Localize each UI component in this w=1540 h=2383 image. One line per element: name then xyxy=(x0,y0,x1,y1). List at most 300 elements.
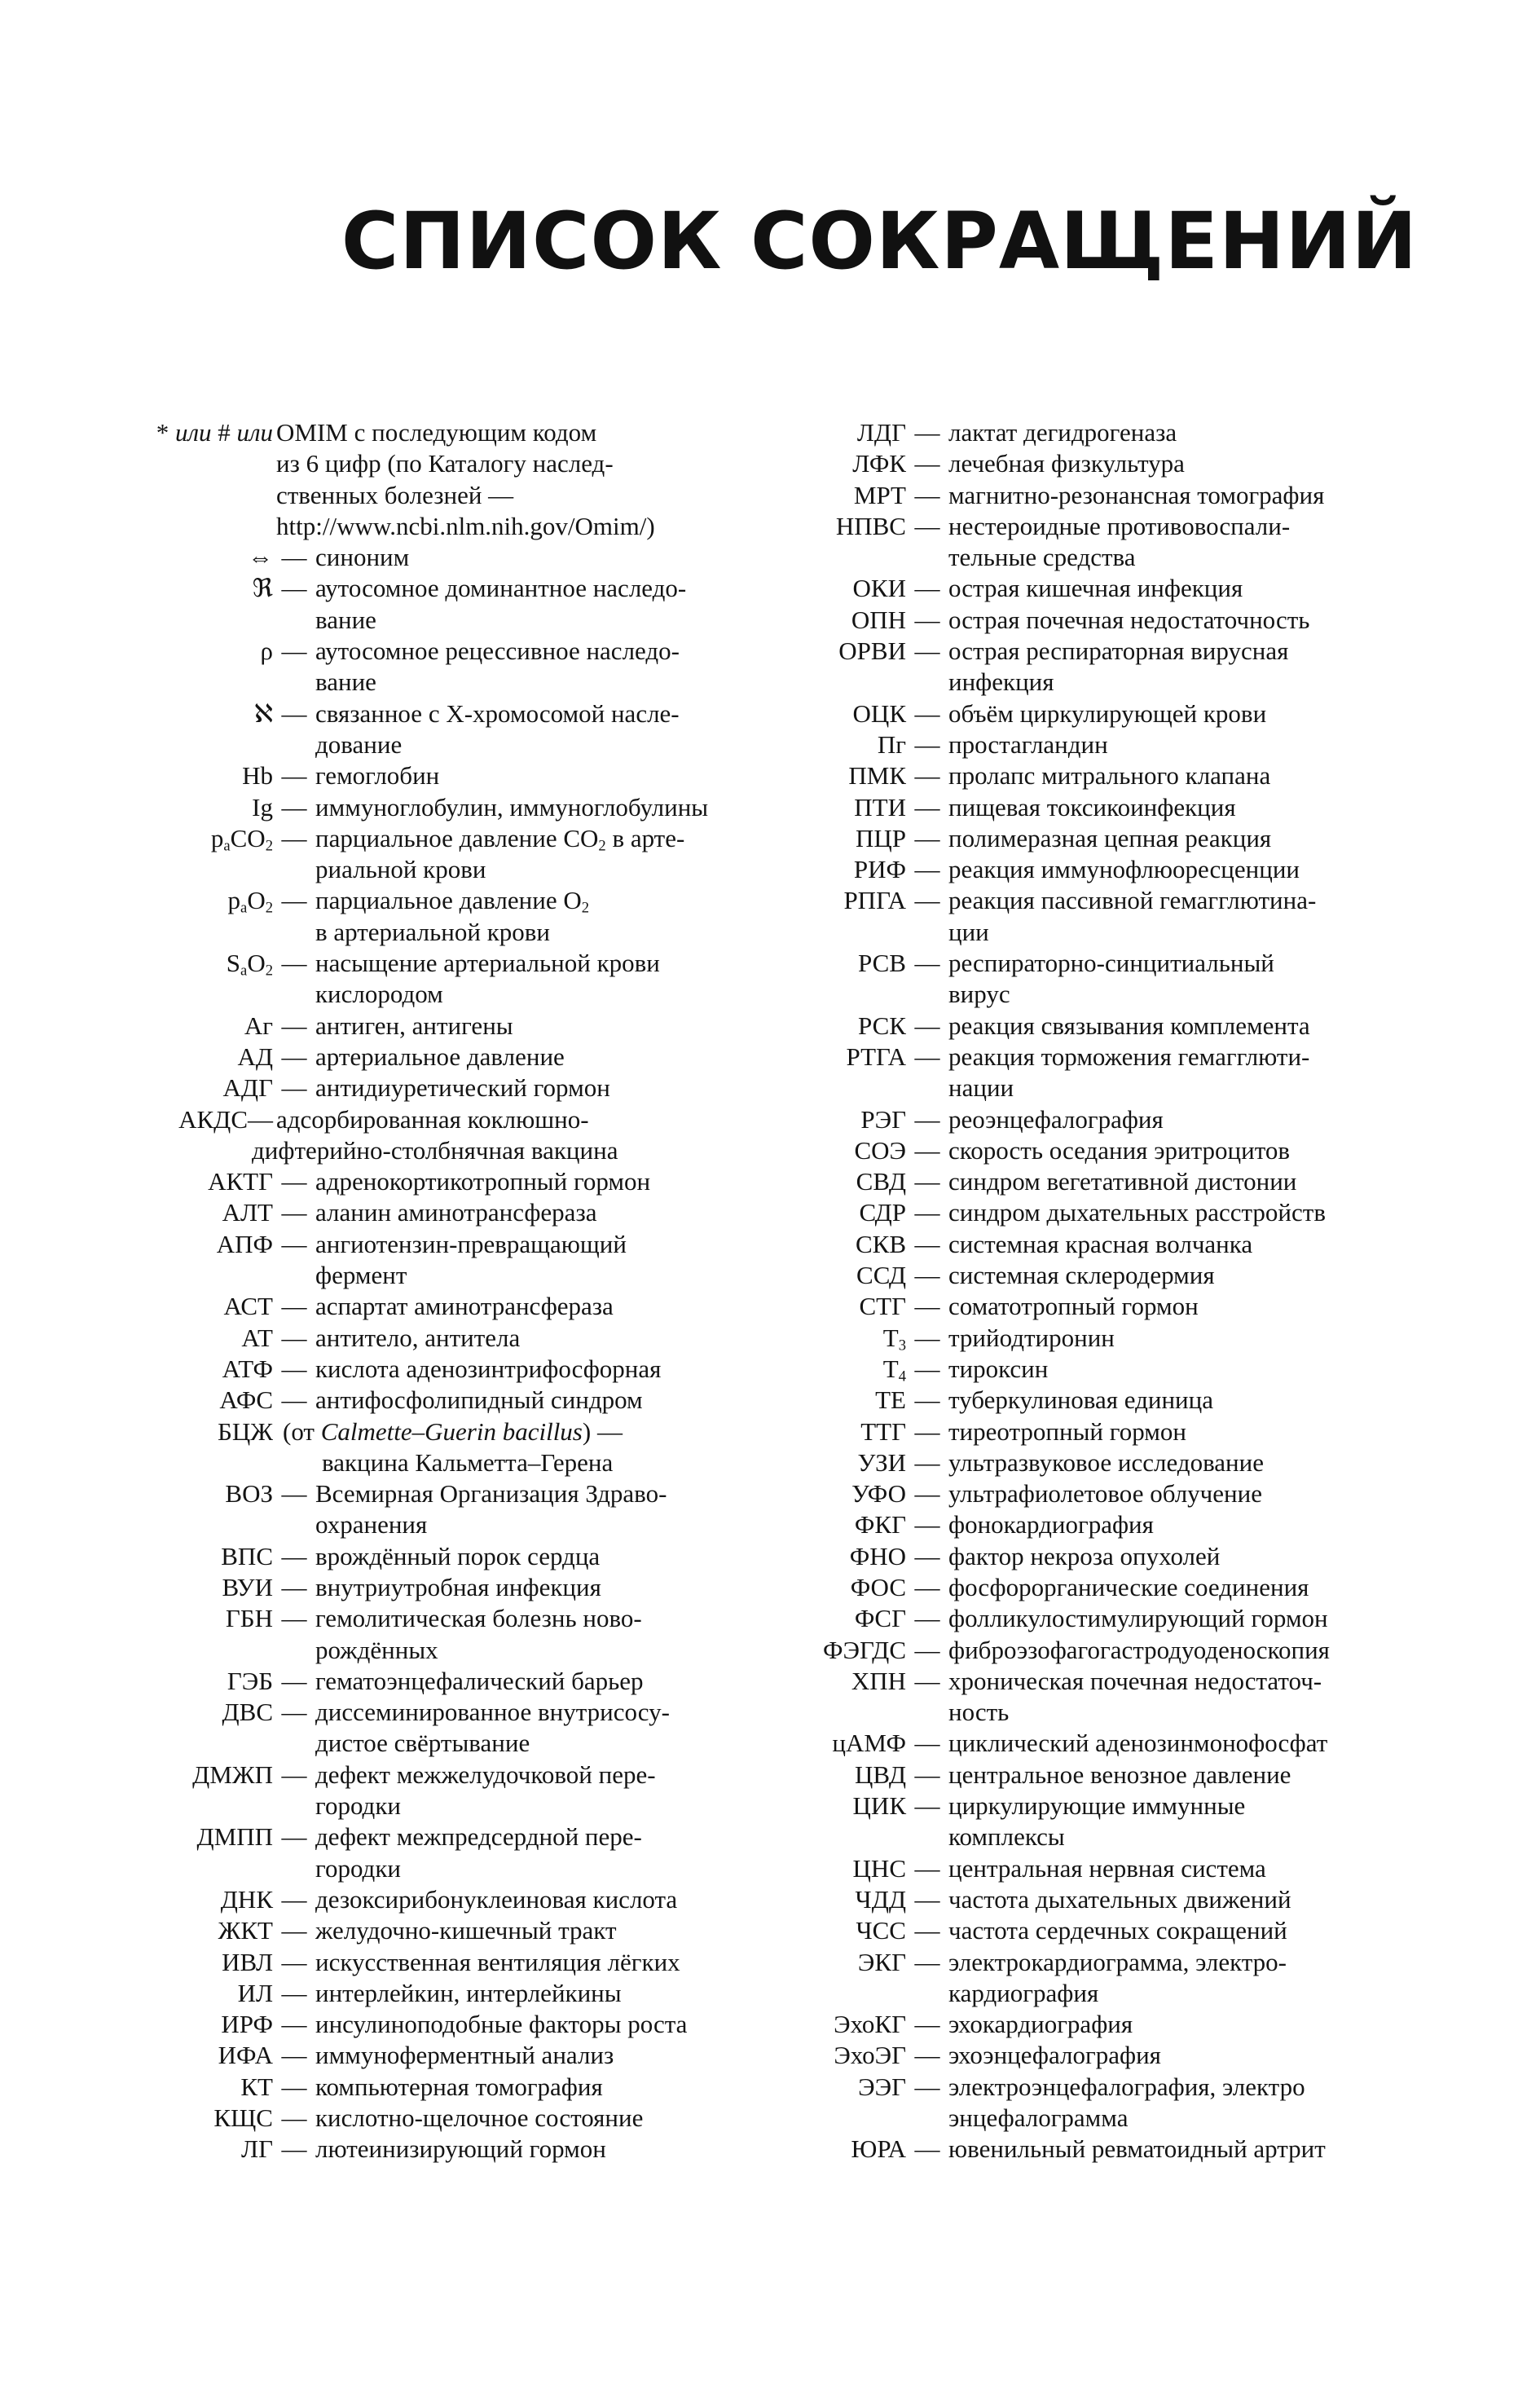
abbreviation-definition xyxy=(315,542,750,573)
abbreviation-definition xyxy=(948,2072,1450,2134)
abbreviation-term: КТ xyxy=(240,2072,273,2101)
abbreviation-term: КЩС xyxy=(213,2103,273,2133)
definition-line: OMIM с последующим кодом xyxy=(276,418,597,447)
abbreviation-entry xyxy=(114,948,750,1011)
abbreviation-entry xyxy=(114,2103,750,2134)
abbreviation-term: РТГА xyxy=(846,1042,906,1071)
definition-line: нации xyxy=(948,1073,1014,1103)
dash-separator: — xyxy=(281,2103,307,2133)
abbreviation-definition xyxy=(315,1042,750,1073)
definition-line: ультразвуковое исследование xyxy=(948,1447,1265,1477)
dash-separator: — xyxy=(914,480,940,509)
abbreviation-definition xyxy=(315,760,750,791)
abbreviation-term: РПГА xyxy=(843,886,906,915)
abbreviation-entry xyxy=(782,1947,1450,2010)
abbreviation-definition xyxy=(948,2040,1450,2071)
abbreviation-term: ВПС xyxy=(221,1541,273,1570)
abbreviation-entry xyxy=(114,792,750,823)
dash-separator: — xyxy=(914,1229,940,1258)
dash-separator: — xyxy=(281,949,307,978)
abbreviation-entry xyxy=(782,1791,1450,1853)
dash-separator: — xyxy=(914,1572,940,1601)
definition-line: реоэнцефалография xyxy=(948,1104,1164,1134)
abbreviation-entry xyxy=(114,1229,750,1292)
definition-line: вание xyxy=(315,605,376,634)
abbreviation-term: $p_aCO_2$ xyxy=(210,823,273,855)
abbreviation-entry xyxy=(782,636,1450,698)
definition-line: риальной крови xyxy=(315,855,486,884)
abbreviation-term: Ig xyxy=(252,792,273,821)
definition-line: компьютерная томография xyxy=(315,2072,603,2101)
abbreviation-term: $T_4$ xyxy=(882,1354,906,1385)
abbreviation-definition xyxy=(948,1791,1450,1853)
dash-separator: — xyxy=(914,1510,940,1539)
dash-separator: — xyxy=(281,1167,307,1196)
dash-separator: — xyxy=(914,1011,940,1040)
definition-line: системная склеродермия xyxy=(948,1261,1215,1290)
abbreviation-definition xyxy=(315,573,750,636)
abbreviation-definition xyxy=(948,1915,1450,1946)
abbreviation-entry xyxy=(782,1915,1450,1946)
abbreviation-entry xyxy=(114,885,750,948)
abbreviation-term: УФО xyxy=(851,1479,906,1509)
abbreviation-definition xyxy=(948,448,1450,479)
abbreviation-definition xyxy=(315,792,750,823)
abbreviation-term: АКДС— xyxy=(178,1104,273,1134)
definition-line: дование xyxy=(315,729,403,759)
definition-line: антитело, антитела xyxy=(315,1323,521,1352)
abbreviation-term: ФСГ xyxy=(854,1604,906,1633)
abbreviation-term: ССД xyxy=(856,1261,906,1290)
abbreviation-entry xyxy=(114,573,750,636)
definition-line: туберкулиновая единица xyxy=(948,1385,1214,1415)
dash-separator: — xyxy=(281,823,307,852)
abbreviation-definition xyxy=(315,1541,750,1572)
abbreviation-definition xyxy=(948,948,1450,1011)
abbreviation-term: РИФ xyxy=(853,855,906,884)
definition-line: синдром дыхательных расстройств xyxy=(948,1198,1326,1227)
dash-separator: — xyxy=(914,2041,940,2070)
abbreviation-term: СДР xyxy=(859,1198,906,1227)
definition-line: фосфорорганические соединения xyxy=(948,1572,1309,1601)
abbreviation-entry xyxy=(782,1011,1450,1042)
definition-line: ультрафиолетовое облучение xyxy=(948,1479,1262,1509)
abbreviation-definition xyxy=(315,885,750,948)
dash-separator: — xyxy=(281,1292,307,1321)
definition-line: фолликулостимулирующий гормон xyxy=(948,1604,1328,1633)
abbreviation-entry xyxy=(114,1416,750,1479)
dash-separator: — xyxy=(281,1073,307,1103)
abbreviation-term: ИРФ xyxy=(221,2010,273,2039)
abbreviation-definition xyxy=(948,760,1450,791)
abbreviation-definition xyxy=(315,1291,750,1322)
dash-separator: — xyxy=(914,1666,940,1695)
abbreviation-entry xyxy=(114,1821,750,1884)
definition-line: энцефалограмма xyxy=(948,2103,1129,2133)
definition-line: частота сердечных сокращений xyxy=(948,1916,1287,1945)
abbreviation-term: ТТГ xyxy=(860,1416,906,1446)
dash-separator: — xyxy=(281,1479,307,1509)
abbreviation-entry xyxy=(782,1635,1450,1666)
dash-separator: — xyxy=(914,1104,940,1134)
abbreviation-definition xyxy=(315,1478,750,1541)
abbreviation-definition xyxy=(948,1884,1450,1915)
abbreviation-term: РСК xyxy=(858,1011,906,1040)
abbreviation-definition xyxy=(315,2009,750,2040)
definition-line: объём циркулирующей крови xyxy=(948,698,1267,728)
abbreviation-definition xyxy=(948,1853,1450,1884)
definition-line: острая почечная недостаточность xyxy=(948,605,1310,634)
abbreviation-definition xyxy=(315,1073,750,1103)
page-title: СПИСОК СОКРАЩЕНИЙ xyxy=(341,196,1418,287)
dash-separator: — xyxy=(914,1884,940,1914)
dash-separator: — xyxy=(914,1791,940,1821)
abbreviation-entry xyxy=(114,760,750,791)
dash-separator: — xyxy=(914,1760,940,1789)
abbreviation-definition xyxy=(315,1760,750,1822)
abbreviation-definition xyxy=(315,1666,750,1697)
abbreviation-entry xyxy=(114,1760,750,1822)
abbreviation-definition xyxy=(315,2040,750,2071)
abbreviation-term: АКТГ xyxy=(208,1167,273,1196)
abbreviation-term: АЛТ xyxy=(222,1198,273,1227)
abbreviation-entry xyxy=(782,1166,1450,1197)
abbreviation-entry xyxy=(782,605,1450,636)
definition-line: хроническая почечная недостаточ- xyxy=(948,1666,1322,1695)
abbreviation-term: ГБН xyxy=(225,1604,273,1633)
dash-separator: — xyxy=(914,418,940,447)
definition-line: ственных болезней — xyxy=(276,480,514,509)
abbreviation-entry xyxy=(114,1978,750,2009)
definition-line: эхоэнцефалография xyxy=(948,2041,1161,2070)
dash-separator: — xyxy=(281,1541,307,1570)
abbreviation-term: МРТ xyxy=(853,480,906,509)
dash-separator: — xyxy=(281,1572,307,1601)
definition-line: центральная нервная система xyxy=(948,1853,1266,1883)
definition-line: частота дыхательных движений xyxy=(948,1884,1291,1914)
abbreviation-definition xyxy=(948,1197,1450,1228)
abbreviation-definition xyxy=(948,1947,1450,2010)
abbreviation-entry xyxy=(782,1728,1450,1759)
dash-separator: — xyxy=(281,698,307,728)
definition-line: фонокардиография xyxy=(948,1510,1154,1539)
abbreviation-entry xyxy=(782,1291,1450,1322)
definition-line: адсорбированная коклюшно- xyxy=(276,1104,589,1134)
dash-separator: — xyxy=(914,2134,940,2164)
abbreviation-definition xyxy=(315,1323,750,1354)
abbreviation-definition xyxy=(948,1354,1450,1385)
dash-separator: — xyxy=(281,574,307,603)
abbreviation-entry xyxy=(782,854,1450,885)
abbreviation-entry xyxy=(782,1666,1450,1729)
abbreviation-term: ФЭГДС xyxy=(823,1635,906,1664)
abbreviation-definition xyxy=(948,1385,1450,1416)
abbreviation-definition xyxy=(948,636,1450,698)
dash-separator: — xyxy=(914,823,940,852)
definition-line: адренокортикотропный гормон xyxy=(315,1167,651,1196)
abbreviation-entry xyxy=(782,729,1450,760)
dash-separator: — xyxy=(914,1042,940,1071)
abbreviation-entry xyxy=(782,1260,1450,1291)
dash-separator: — xyxy=(914,792,940,821)
abbreviation-term: ПТИ xyxy=(854,792,906,821)
abbreviation-term: ТЕ xyxy=(875,1385,906,1415)
abbreviation-term: АТ xyxy=(241,1323,273,1352)
abbreviation-entry xyxy=(114,1572,750,1603)
abbreviation-term: СТГ xyxy=(859,1292,906,1321)
abbreviation-definition xyxy=(948,1011,1450,1042)
dash-separator: — xyxy=(914,949,940,978)
abbreviation-definition xyxy=(948,417,1450,448)
definition-line: синдром вегетативной дистонии xyxy=(948,1167,1297,1196)
definition-line: циркулирующие иммунные xyxy=(948,1791,1246,1821)
dash-separator: — xyxy=(281,1323,307,1352)
definition-line: гемоглобин xyxy=(315,761,440,791)
dash-separator: — xyxy=(914,1947,940,1976)
dash-separator: — xyxy=(914,1416,940,1446)
abbreviation-term: УЗИ xyxy=(857,1447,906,1477)
abbreviation-term: ОЦК xyxy=(852,698,906,728)
abbreviation-term: ХПН xyxy=(851,1666,906,1695)
definition-line: городки xyxy=(315,1791,401,1821)
dash-separator: — xyxy=(914,1479,940,1509)
definition-line: антифосфолипидный синдром xyxy=(315,1385,643,1415)
definition-line: тельные средства xyxy=(948,543,1136,572)
dash-separator: — xyxy=(914,761,940,791)
abbreviation-definition xyxy=(315,1385,750,1416)
dash-separator: — xyxy=(281,1198,307,1227)
dash-separator: — xyxy=(914,1635,940,1664)
abbreviation-entry xyxy=(782,480,1450,511)
definition-line: кислотно-щелочное состояние xyxy=(315,2103,644,2133)
dash-separator: — xyxy=(914,1323,940,1352)
abbreviation-term: ОПН xyxy=(851,605,906,634)
abbreviation-entry xyxy=(782,1135,1450,1166)
abbreviation-term: АД xyxy=(237,1042,273,1071)
definition-line: фермент xyxy=(315,1261,407,1290)
abbreviation-entry xyxy=(782,2072,1450,2134)
abbreviation-term: ЛФК xyxy=(852,449,906,478)
abbreviation-term: РСВ xyxy=(858,949,906,978)
definition-line: трийодтиронин xyxy=(948,1323,1115,1352)
abbreviation-entry xyxy=(782,1884,1450,1915)
abbreviation-definition xyxy=(948,698,1450,729)
abbreviation-entry xyxy=(782,2009,1450,2040)
definition-line: антидиуретический гормон xyxy=(315,1073,610,1103)
definition-line: пролапс митрального клапана xyxy=(948,761,1271,791)
abbreviation-term: ЦНС xyxy=(852,1853,906,1883)
dash-separator: — xyxy=(914,1167,940,1196)
abbreviation-entry xyxy=(114,698,750,761)
abbreviation-entry xyxy=(114,1697,750,1760)
definition-line: дезоксирибонуклеиновая кислота xyxy=(315,1884,678,1914)
dash-separator: — xyxy=(281,792,307,821)
definition-line: дифтерийно-столбнячная вакцина xyxy=(252,1135,618,1165)
dash-separator: — xyxy=(914,636,940,666)
dash-separator: — xyxy=(281,2010,307,2039)
definition-line: иммуноферментный анализ xyxy=(315,2041,614,2070)
abbreviation-entry xyxy=(114,2040,750,2071)
abbreviation-definition xyxy=(948,1541,1450,1572)
abbreviation-term: $T_3$ xyxy=(882,1323,906,1354)
dash-separator: — xyxy=(914,1604,940,1633)
abbreviation-term: ОКИ xyxy=(852,574,906,603)
abbreviation-term: НПВС xyxy=(835,511,906,540)
abbreviation-definition xyxy=(948,1760,1450,1791)
dash-separator: — xyxy=(914,1135,940,1165)
definition-line: связанное с Х-хромосомой насле- xyxy=(315,698,680,728)
abbreviation-definition xyxy=(315,1354,750,1385)
abbreviation-entry xyxy=(782,1853,1450,1884)
definition-line: лактат дегидрогеназа xyxy=(948,418,1177,447)
abbreviation-definition xyxy=(315,636,750,698)
abbreviation-entry xyxy=(114,2134,750,2165)
abbreviation-term: ℜ xyxy=(252,574,273,603)
abbreviation-term: цАМФ xyxy=(832,1729,906,1758)
definition-line: диссеминированное внутрисосу- xyxy=(315,1698,670,1727)
abbreviation-definition xyxy=(276,417,750,542)
abbreviation-entry xyxy=(114,1323,750,1354)
abbreviation-entry xyxy=(782,2134,1450,2165)
dash-separator: — xyxy=(914,2010,940,2039)
dash-separator: — xyxy=(914,1853,940,1883)
abbreviation-entry xyxy=(782,1354,1450,1385)
dash-separator: — xyxy=(914,1541,940,1570)
abbreviation-entry xyxy=(782,1760,1450,1791)
dash-separator: — xyxy=(281,886,307,915)
abbreviation-definition xyxy=(315,1572,750,1603)
abbreviation-definition xyxy=(315,1978,750,2009)
abbreviation-definition xyxy=(315,2072,750,2103)
abbreviation-term: ℵ xyxy=(253,698,273,728)
abbreviation-term: БЦЖ xyxy=(218,1416,273,1446)
abbreviation-term: ФОС xyxy=(850,1572,906,1601)
abbreviation-entry xyxy=(114,1478,750,1541)
definition-line: иммуноглобулин, иммуноглобулины xyxy=(315,792,709,821)
abbreviation-entry xyxy=(782,511,1450,574)
abbreviation-term: ЮРА xyxy=(851,2134,906,2164)
dash-separator: — xyxy=(914,1261,940,1290)
definition-line: респираторно-синцитиальный xyxy=(948,949,1274,978)
dash-separator: — xyxy=(281,1385,307,1415)
abbreviations-right-column xyxy=(782,417,1450,2165)
definition-line: гематоэнцефалический барьер xyxy=(315,1666,644,1695)
abbreviation-term: АПФ xyxy=(216,1229,273,1258)
abbreviation-definition xyxy=(948,729,1450,760)
definition-line: вакцина Кальметта–Герена xyxy=(322,1447,614,1477)
definition-line: острая кишечная инфекция xyxy=(948,574,1243,603)
abbreviation-definition xyxy=(948,480,1450,511)
dash-separator: — xyxy=(281,1666,307,1695)
abbreviation-term: ЭхоКГ xyxy=(834,2010,906,2039)
abbreviation-term: ρ xyxy=(260,636,273,666)
abbreviation-definition xyxy=(948,1603,1450,1634)
abbreviation-entry xyxy=(782,948,1450,1011)
abbreviation-definition xyxy=(948,511,1450,574)
dash-separator: — xyxy=(914,449,940,478)
definition-line: эхокардиография xyxy=(948,2010,1133,2039)
abbreviation-definition xyxy=(315,1011,750,1042)
abbreviation-entry xyxy=(782,1447,1450,1478)
dash-separator: — xyxy=(281,636,307,666)
definition-line: центральное венозное давление xyxy=(948,1760,1291,1789)
definition-line: лечебная физкультура xyxy=(948,449,1185,478)
abbreviation-entry xyxy=(782,792,1450,823)
abbreviation-entry xyxy=(114,2072,750,2103)
abbreviation-entry xyxy=(114,823,750,886)
abbreviation-definition xyxy=(315,2103,750,2134)
abbreviation-definition xyxy=(252,1104,750,1167)
dash-separator: — xyxy=(281,1042,307,1071)
definition-line: искусственная вентиляция лёгких xyxy=(315,1947,680,1976)
abbreviation-definition xyxy=(948,1509,1450,1540)
definition-line: ювенильный ревматоидный артрит xyxy=(948,2134,1326,2164)
abbreviation-term: Аг xyxy=(244,1011,273,1040)
dash-separator: — xyxy=(914,1198,940,1227)
abbreviation-definition xyxy=(315,1915,750,1946)
definition-line: вирус xyxy=(948,980,1010,1009)
abbreviation-entry xyxy=(782,1603,1450,1634)
abbreviation-definition xyxy=(948,2009,1450,2040)
abbreviation-definition xyxy=(948,1323,1450,1354)
abbreviation-term: Пг xyxy=(877,729,906,759)
definition-line: аутосомное рецессивное наследо- xyxy=(315,636,680,666)
abbreviation-definition xyxy=(948,854,1450,885)
definition-line: тиреотропный гормон xyxy=(948,1416,1186,1446)
abbreviation-definition xyxy=(315,1603,750,1666)
abbreviation-definition xyxy=(948,1260,1450,1291)
dash-separator: — xyxy=(281,1947,307,1976)
dash-separator: — xyxy=(914,1354,940,1383)
dash-separator: — xyxy=(914,886,940,915)
definition-line: фиброэзофагогастродуоденоскопия xyxy=(948,1635,1330,1664)
abbreviation-term: ЛГ xyxy=(241,2134,273,2164)
abbreviation-definition xyxy=(948,1572,1450,1603)
definition-line: реакция пассивной гемагглютина- xyxy=(948,886,1317,915)
definition-line: реакция связывания комплемента xyxy=(948,1011,1310,1040)
definition-line: полимеразная цепная реакция xyxy=(948,823,1272,852)
definition-line: инсулиноподобные факторы роста xyxy=(315,2010,688,2039)
abbreviation-entry xyxy=(782,1509,1450,1540)
abbreviation-entry xyxy=(114,2009,750,2040)
definition-line: антиген, антигены xyxy=(315,1011,513,1040)
abbreviation-entry xyxy=(114,1666,750,1697)
dash-separator: — xyxy=(914,605,940,634)
abbreviation-entry xyxy=(782,698,1450,729)
abbreviation-entry xyxy=(782,1197,1450,1228)
abbreviation-entry xyxy=(782,1104,1450,1135)
abbreviation-definition xyxy=(948,1635,1450,1666)
abbreviation-definition xyxy=(948,1478,1450,1509)
dash-separator: — xyxy=(281,1978,307,2007)
abbreviation-definition xyxy=(283,1416,750,1479)
definition-line: простагландин xyxy=(948,729,1108,759)
abbreviation-entry xyxy=(782,1416,1450,1447)
dash-separator: — xyxy=(281,1760,307,1789)
definition-line: дефект межжелудочковой пере- xyxy=(315,1760,656,1789)
abbreviation-definition xyxy=(948,1104,1450,1135)
dash-separator: — xyxy=(914,511,940,540)
abbreviation-definition xyxy=(315,698,750,761)
definition-line: ангиотензин-превращающий xyxy=(315,1229,627,1258)
abbreviation-entry xyxy=(114,1385,750,1416)
abbreviation-term: $p_aO_2$ xyxy=(227,886,273,918)
definition-line: тироксин xyxy=(948,1354,1049,1383)
abbreviation-definition xyxy=(948,1447,1450,1478)
abbreviation-definition xyxy=(315,1884,750,1915)
definition-line: Всемирная Организация Здраво- xyxy=(315,1479,667,1509)
abbreviation-definition xyxy=(315,1697,750,1760)
